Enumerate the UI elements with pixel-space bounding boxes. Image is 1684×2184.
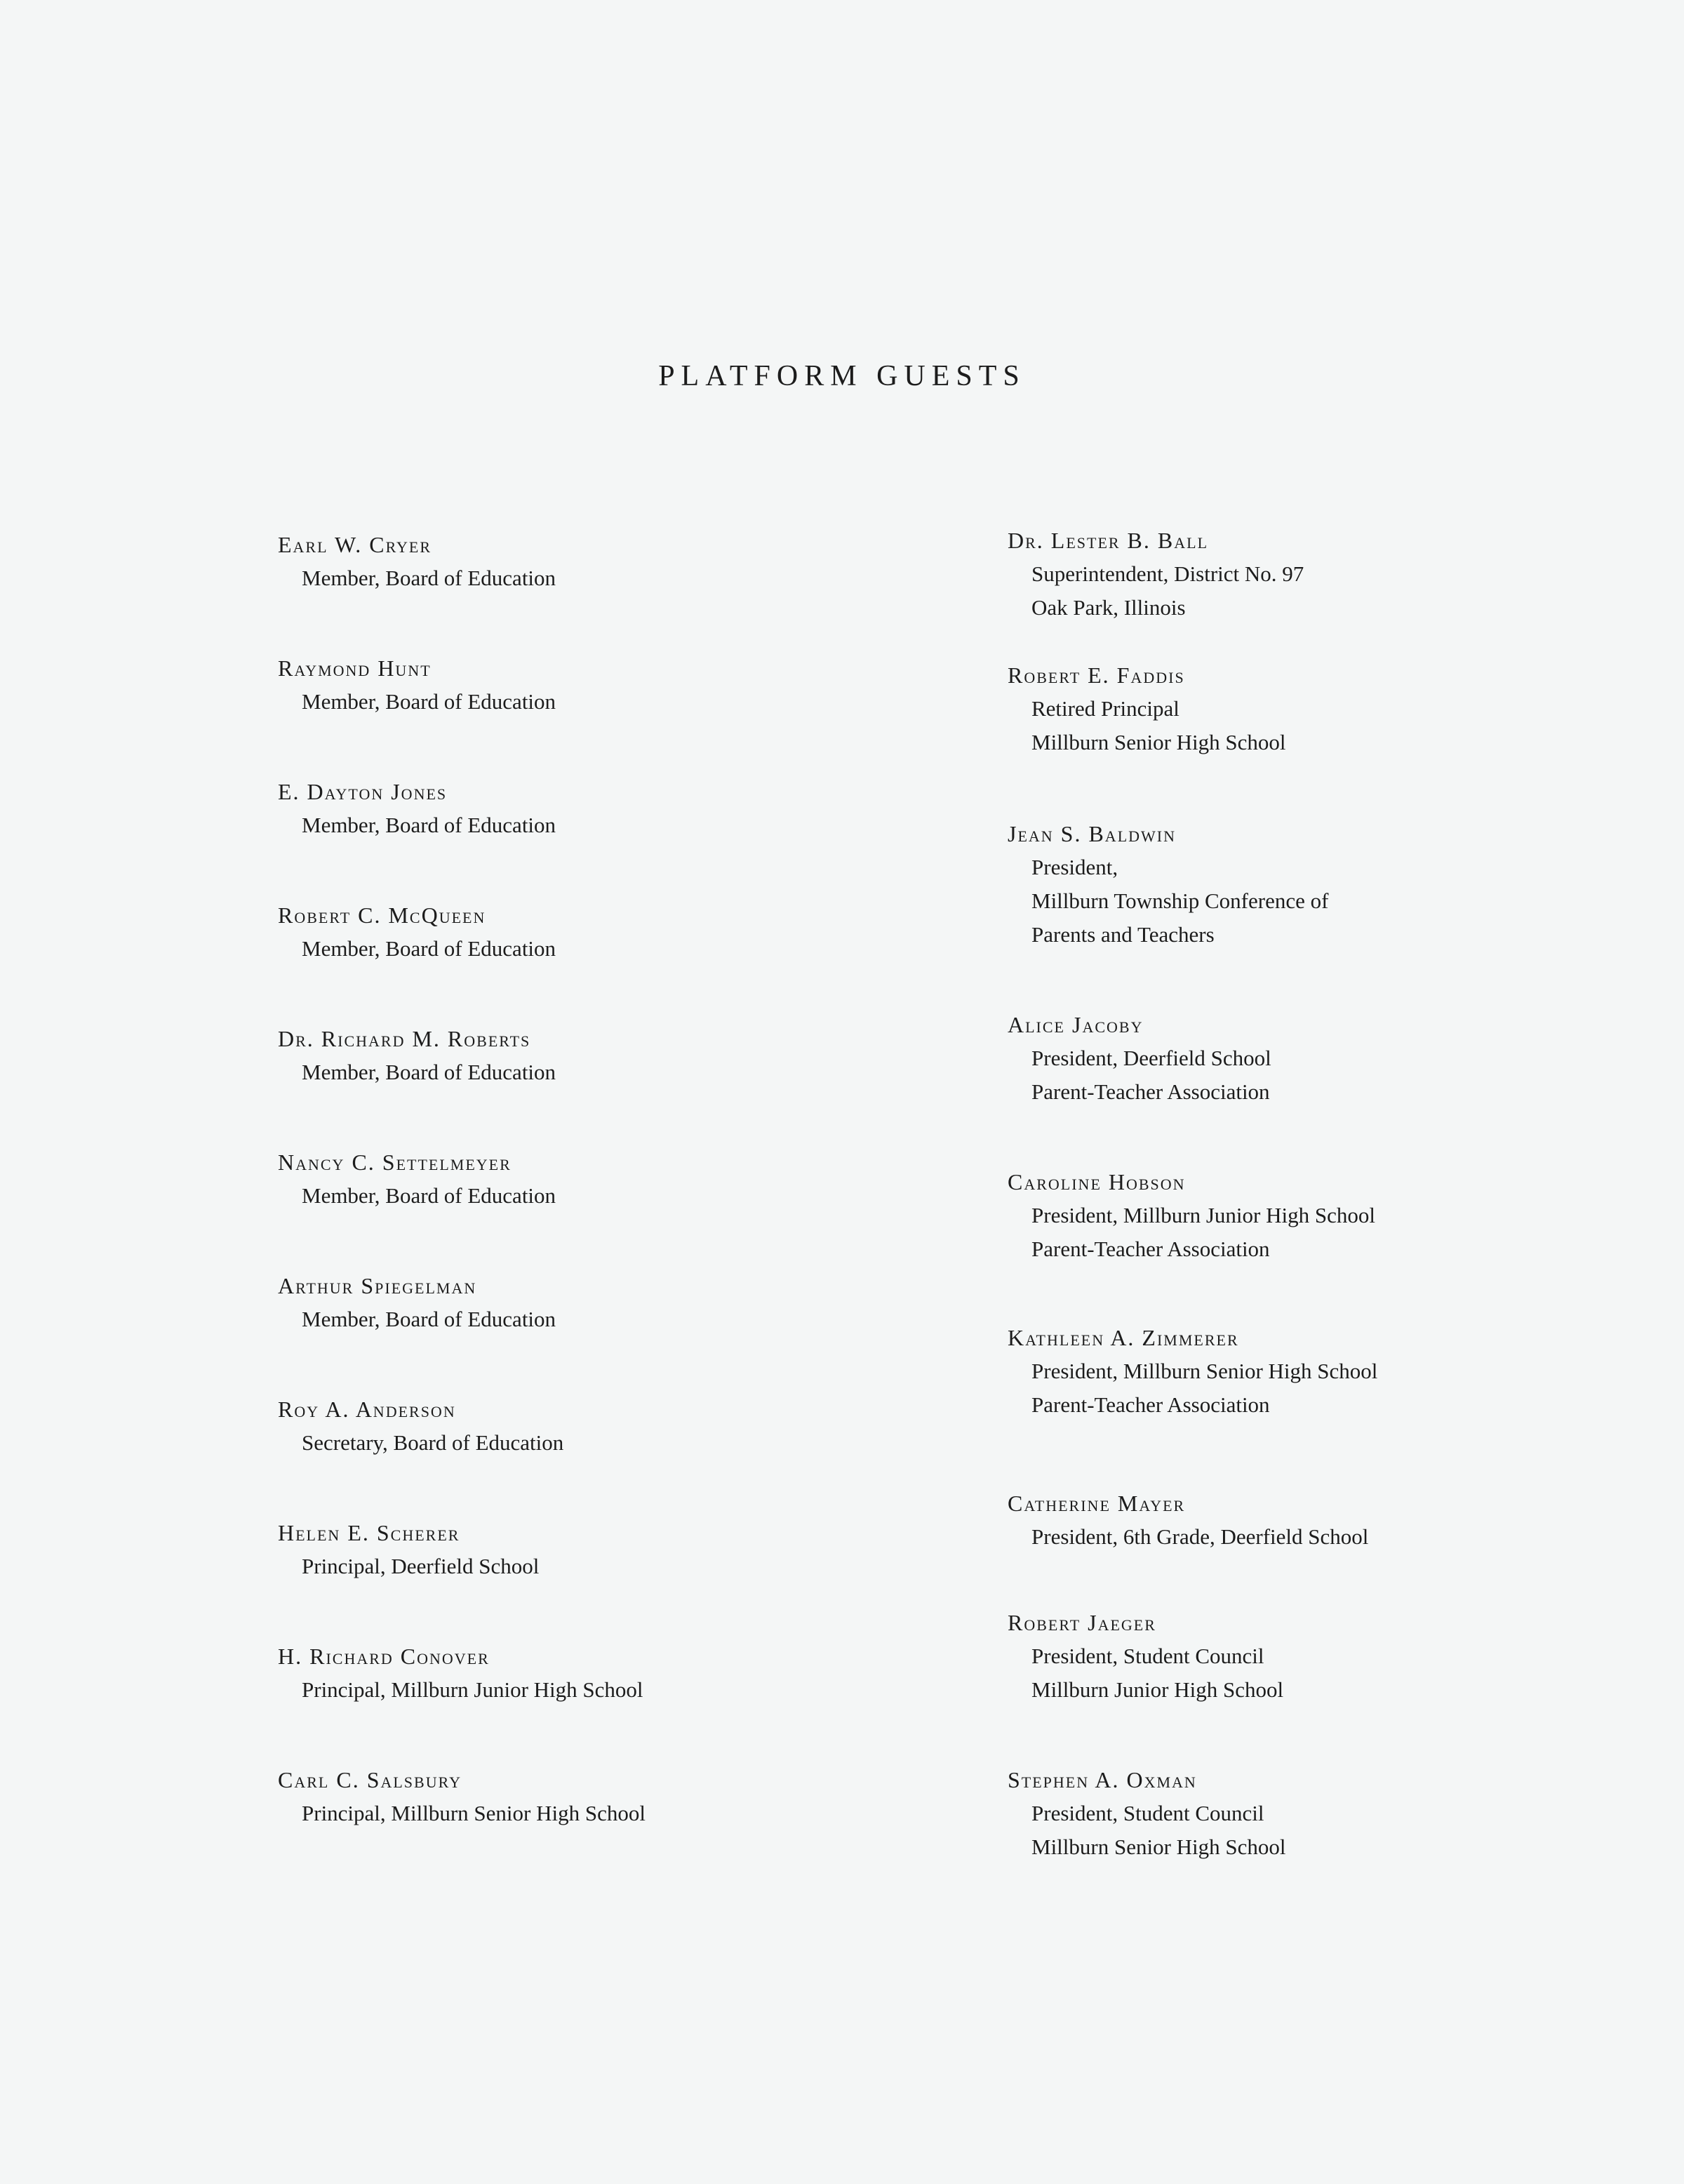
guest-entry: [278, 1269, 1015, 1336]
guest-entry: [278, 1763, 1015, 1830]
guest-name: Helen E. Scherer: [278, 1520, 460, 1545]
guest-name: Caroline Hobson: [1008, 1169, 1186, 1194]
guest-title: President, Student Council: [1031, 1801, 1264, 1825]
guest-name: Alice Jacoby: [1008, 1012, 1144, 1037]
guest-title: Secretary, Board of Education: [302, 1430, 564, 1455]
guest-title: Parent-Teacher Association: [1031, 1079, 1270, 1104]
guest-title: Member, Board of Education: [302, 566, 556, 590]
guest-name: Kathleen A. Zimmerer: [1008, 1325, 1239, 1350]
guest-title: Retired Principal: [1031, 696, 1180, 721]
guest-entry: [278, 1145, 1015, 1213]
guest-title: Millburn Township Conference of: [1031, 888, 1329, 913]
guest-name: Earl W. Cryer: [278, 532, 432, 557]
guest-entry: [278, 1516, 1015, 1583]
guest-entry: [278, 1392, 1015, 1460]
guest-name: Carl C. Salsbury: [278, 1767, 462, 1792]
guest-title: President, Millburn Senior High School: [1031, 1359, 1378, 1383]
guest-title: Member, Board of Education: [302, 813, 556, 837]
guest-title: President, Millburn Junior High School: [1031, 1203, 1375, 1227]
guest-title: Member, Board of Education: [302, 936, 556, 961]
guest-name: Stephen A. Oxman: [1008, 1767, 1197, 1792]
guest-title: Superintendent, District No. 97: [1031, 561, 1304, 586]
guest-entry: [1008, 658, 1684, 759]
guest-entry: [1008, 1321, 1684, 1422]
guest-title: Oak Park, Illinois: [1031, 595, 1186, 620]
guest-entry: [1008, 817, 1684, 952]
page-title: PLATFORM GUESTS: [658, 360, 1026, 392]
guest-name: Dr. Richard M. Roberts: [278, 1026, 531, 1051]
guest-entry: [278, 528, 1015, 595]
guest-name: H. Richard Conover: [278, 1644, 490, 1669]
guest-title: Parents and Teachers: [1031, 922, 1215, 947]
guest-title: Principal, Millburn Senior High School: [302, 1801, 646, 1825]
guest-title: Parent-Teacher Association: [1031, 1237, 1270, 1261]
guest-title: Principal, Deerfield School: [302, 1554, 540, 1578]
guest-name: Jean S. Baldwin: [1008, 821, 1176, 846]
guest-entry: [1008, 1763, 1684, 1864]
guest-title: Member, Board of Education: [302, 1307, 556, 1331]
guest-entry: [1008, 1008, 1684, 1109]
guest-entry: [278, 775, 1015, 842]
guest-entry: [1008, 524, 1684, 625]
guest-name: Robert E. Faddis: [1008, 662, 1185, 688]
guest-title: Member, Board of Education: [302, 1060, 556, 1084]
guest-entry: [1008, 1606, 1684, 1707]
guest-entry: [278, 651, 1015, 719]
guest-entry: [278, 1022, 1015, 1089]
guest-name: Nancy C. Settelmeyer: [278, 1150, 512, 1175]
guest-title: President, 6th Grade, Deerfield School: [1031, 1524, 1369, 1549]
guest-title: Parent-Teacher Association: [1031, 1392, 1270, 1417]
guest-title: President, Deerfield School: [1031, 1046, 1271, 1070]
guest-title: President,: [1031, 855, 1118, 879]
guest-title: Member, Board of Education: [302, 1183, 556, 1208]
guest-title: Millburn Junior High School: [1031, 1677, 1284, 1702]
guest-name: Roy A. Anderson: [278, 1397, 456, 1422]
guest-name: Robert C. McQueen: [278, 903, 486, 928]
guest-name: Raymond Hunt: [278, 655, 432, 681]
guest-name: E. Dayton Jones: [278, 779, 448, 804]
guest-entry: [1008, 1486, 1684, 1554]
guest-title: Principal, Millburn Junior High School: [302, 1677, 643, 1702]
guest-entry: [1008, 1165, 1684, 1266]
guest-name: Catherine Mayer: [1008, 1491, 1186, 1516]
guest-name: Arthur Spiegelman: [278, 1273, 477, 1298]
guest-title: Millburn Senior High School: [1031, 730, 1286, 754]
guest-title: President, Student Council: [1031, 1644, 1264, 1668]
guest-title: Member, Board of Education: [302, 689, 556, 714]
guest-name: Dr. Lester B. Ball: [1008, 528, 1209, 553]
guest-name: Robert Jaeger: [1008, 1610, 1156, 1635]
guest-title: Millburn Senior High School: [1031, 1835, 1286, 1859]
guest-entry: [278, 898, 1015, 966]
guest-entry: [278, 1639, 1015, 1707]
